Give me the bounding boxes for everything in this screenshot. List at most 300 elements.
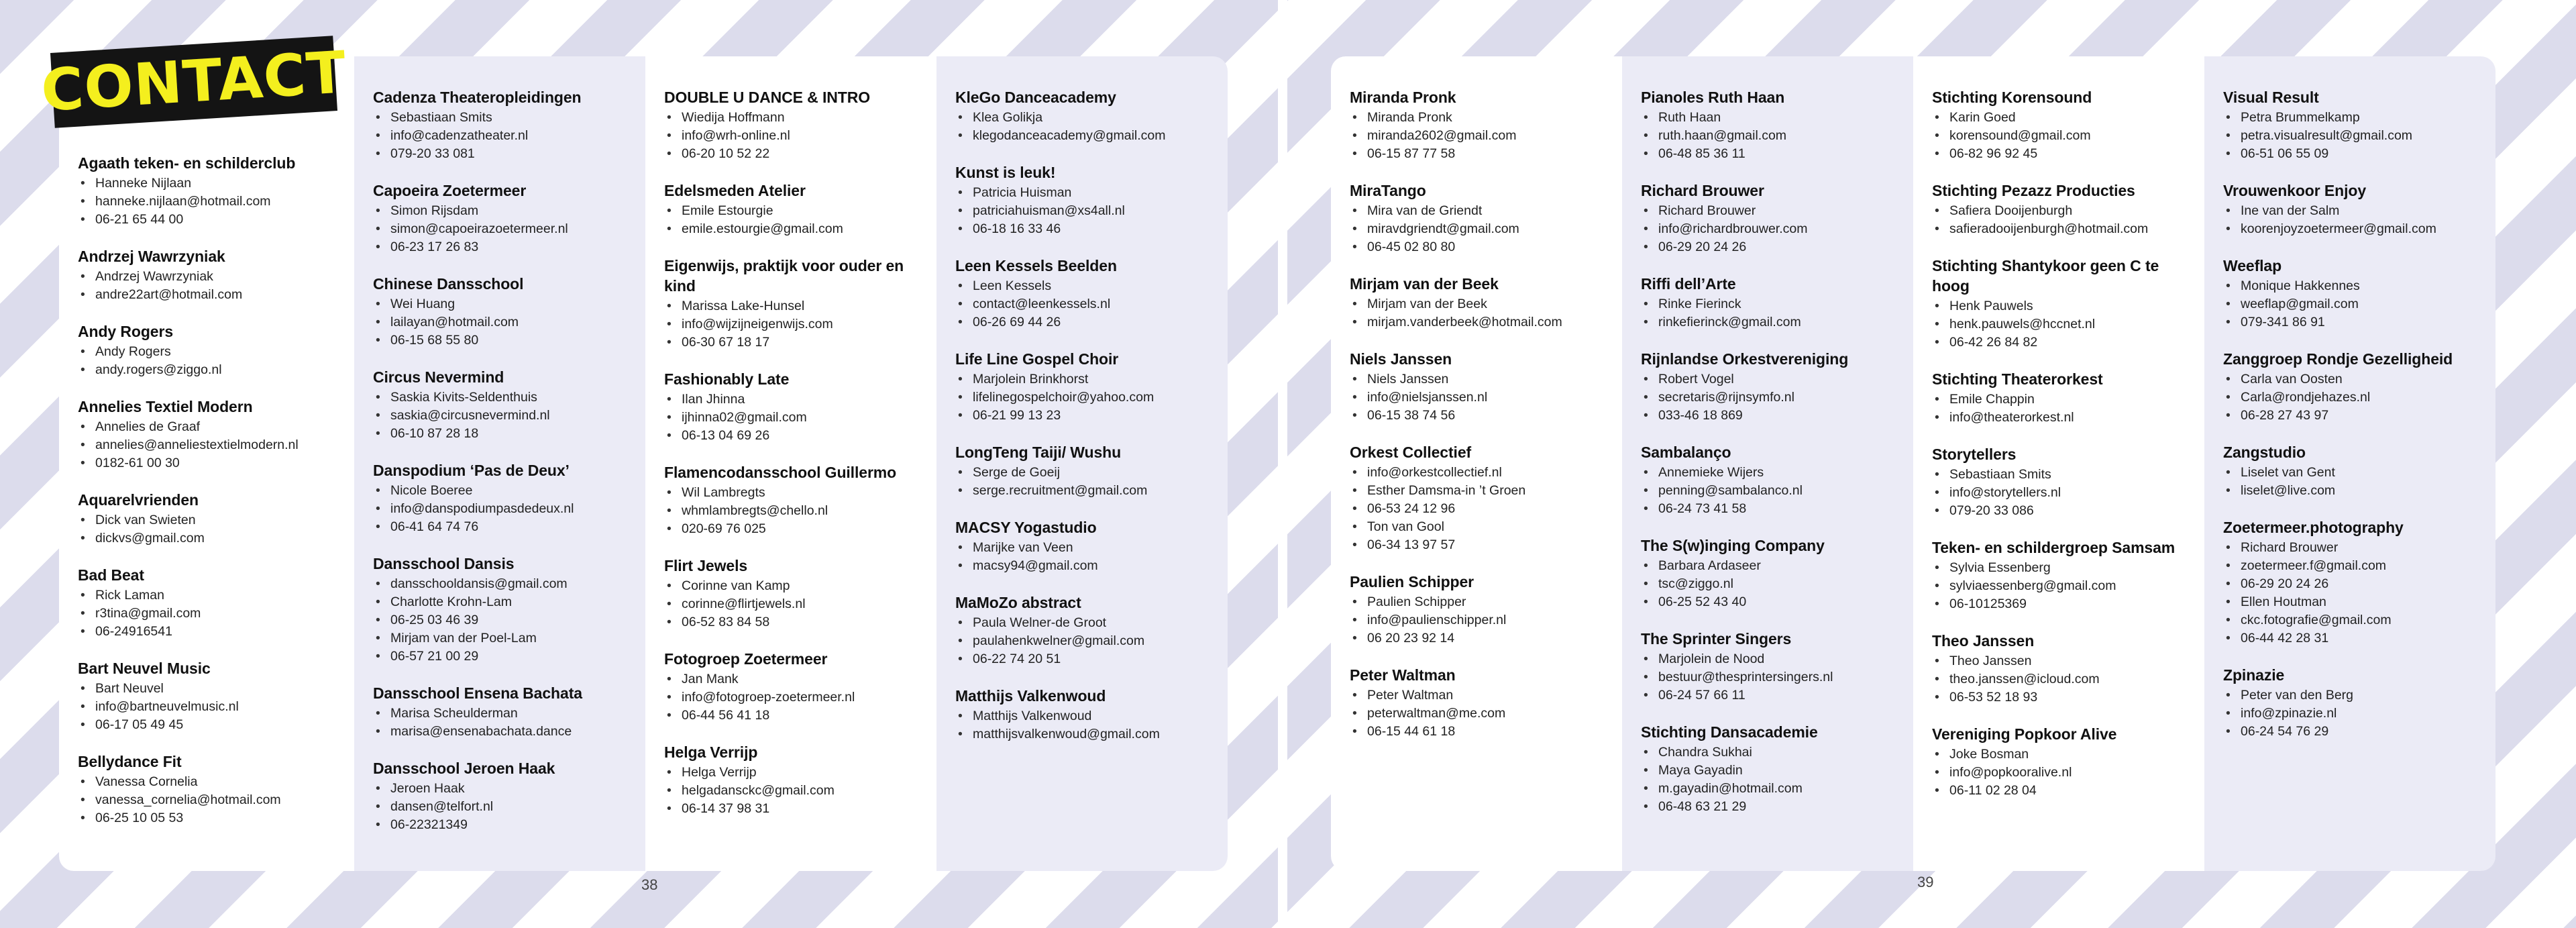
contact-detail: • 06-28 27 43 97 (2241, 407, 2483, 425)
contact-detail: • Carla van Oosten (2241, 370, 2483, 389)
contact-entry-name: Sambalanço (1641, 444, 1731, 461)
contact-detail: • 06-18 16 33 46 (973, 220, 1216, 238)
contact-entry-name: MiraTango (1350, 182, 1426, 199)
contact-details (373, 705, 633, 741)
contact-details (1932, 559, 2192, 613)
contact-entry (664, 369, 924, 445)
contact-entry (1350, 274, 1610, 331)
contact-detail: • 079-341 86 91 (2241, 313, 2483, 331)
contact-detail: • Monique Hakkennes (2241, 277, 2483, 295)
contact-entry-name: Zpinazie (2223, 666, 2285, 684)
contact-entry-name: Life Line Gospel Choir (955, 350, 1119, 368)
contact-detail: • Jeroen Haak (390, 780, 633, 798)
contact-entry-name: Stichting Korensound (1932, 89, 2092, 106)
contact-email[interactable]: • simon@capoeirazoetermeer.nl (390, 220, 633, 238)
contact-email[interactable]: • emile.estourgie@gmail.com (682, 220, 924, 238)
contact-entry (1350, 181, 1610, 256)
contact-email[interactable]: • Carla@rondjehazes.nl (2241, 389, 2483, 407)
contact-entry (373, 683, 633, 741)
contact-entry-name: Andy Rogers (78, 323, 174, 340)
contact-details (373, 780, 633, 834)
contact-detail: • Rick Laman (95, 586, 342, 605)
contact-email[interactable]: • dansen@telfort.nl (390, 798, 633, 816)
contact-detail: • 06-10125369 (1949, 595, 2192, 613)
contact-detail: • 020-69 76 025 (682, 520, 924, 538)
contact-email[interactable]: • r3tina@gmail.com (95, 605, 342, 623)
contact-details (1641, 202, 1901, 256)
contact-entry (373, 367, 633, 443)
contact-details (955, 707, 1216, 743)
contact-entry (2223, 442, 2483, 500)
contact-entry (664, 87, 924, 163)
contact-entry (664, 462, 924, 538)
contact-email[interactable]: • lifelinegospelchoir@yahoo.com (973, 389, 1216, 407)
contact-email[interactable]: • info@bartneuvelmusic.nl (95, 698, 342, 716)
contact-email[interactable]: • corinne@flirtjewels.nl (682, 595, 924, 613)
contact-details (664, 670, 924, 725)
contact-details (1641, 743, 1901, 816)
contact-detail: • 06-21 65 44 00 (95, 211, 342, 229)
contact-entry-name: Annelies Textiel Modern (78, 398, 253, 415)
contact-email[interactable]: • patriciahuisman@xs4all.nl (973, 202, 1216, 220)
contact-entry (78, 752, 342, 827)
contact-email[interactable]: • info@zpinazie.nl (2241, 705, 2483, 723)
contact-detail: • Saskia Kivits-Seldenthuis (390, 389, 633, 407)
contact-entry (1932, 369, 2192, 427)
contact-entry (664, 256, 924, 352)
contact-entry-name: Stichting Dansacademie (1641, 723, 1818, 741)
contact-email[interactable]: • contact@leenkessels.nl (973, 295, 1216, 313)
contact-details (2223, 686, 2483, 741)
contact-email[interactable]: • ijhinna02@gmail.com (682, 409, 924, 427)
contact-entry-name: Circus Nevermind (373, 368, 504, 386)
column-panel (2204, 56, 2496, 871)
contact-email[interactable]: • secretaris@rijnsymfo.nl (1658, 389, 1901, 407)
contact-details (1350, 202, 1610, 256)
contact-detail: • Marjolein de Nood (1658, 650, 1901, 668)
contact-column (664, 87, 924, 835)
contact-details (1350, 370, 1610, 425)
contact-entry-name: Rijnlandse Orkestvereniging (1641, 350, 1849, 368)
contact-email[interactable]: • henk.pauwels@hccnet.nl (1949, 315, 2192, 333)
contact-details (2223, 464, 2483, 500)
contact-detail: • 06-30 67 18 17 (682, 333, 924, 352)
contact-details (955, 277, 1216, 331)
contact-entry (2223, 349, 2483, 425)
contact-detail: • Henk Pauwels (1949, 297, 2192, 315)
contact-email[interactable]: • ruth.haan@gmail.com (1658, 127, 1901, 145)
contact-entry (373, 87, 633, 163)
contact-details (955, 109, 1216, 145)
contact-email[interactable]: • peterwaltman@me.com (1367, 705, 1610, 723)
contact-email[interactable]: • mirjam.vanderbeek@hotmail.com (1367, 313, 1610, 331)
contact-entry (1932, 181, 2192, 238)
contact-details (1932, 466, 2192, 520)
contact-detail: • 06-13 04 69 26 (682, 427, 924, 445)
contact-detail: • Hanneke Nijlaan (95, 174, 342, 193)
contact-entry (373, 758, 633, 834)
contact-email[interactable]: • andre22art@hotmail.com (95, 286, 342, 304)
contact-entry-name: MaMoZo abstract (955, 594, 1081, 611)
contact-entry-name: Miranda Pronk (1350, 89, 1456, 106)
contact-detail: • Petra Brummelkamp (2241, 109, 2483, 127)
contact-detail: • Wil Lambregts (682, 484, 924, 502)
contact-entry (1350, 442, 1610, 554)
contact-detail: • 06-29 20 24 26 (2241, 575, 2483, 593)
contact-detail: • 079-20 33 081 (390, 145, 633, 163)
contact-detail: • Theo Janssen (1949, 652, 2192, 670)
contact-entry-name: Theo Janssen (1932, 632, 2035, 650)
contact-details (2223, 370, 2483, 425)
contact-details (664, 484, 924, 538)
contact-email[interactable]: • helgadansckc@gmail.com (682, 782, 924, 800)
contact-entry (1350, 87, 1610, 163)
contact-details (373, 482, 633, 536)
contact-email[interactable]: • info@orkestcollectief.nl (1367, 464, 1610, 482)
contact-entry (1641, 442, 1901, 518)
contact-entry-name: MACSY Yogastudio (955, 519, 1097, 536)
contact-detail: • 06-15 68 55 80 (390, 331, 633, 350)
contact-details (955, 184, 1216, 238)
contact-email[interactable]: • rinkefierinck@gmail.com (1658, 313, 1901, 331)
contact-email[interactable]: • paulahenkwelner@gmail.com (973, 632, 1216, 650)
contact-entry (1932, 444, 2192, 520)
contact-detail: • Mirjam van der Beek (1367, 295, 1610, 313)
contact-details (78, 268, 342, 304)
contact-details (1350, 295, 1610, 331)
contact-entry (1641, 349, 1901, 425)
contact-detail: • 06-53 24 12 96 (1367, 500, 1610, 518)
contact-detail: • 06-17 05 49 45 (95, 716, 342, 734)
contact-detail: • Safiera Dooijenburgh (1949, 202, 2192, 220)
contact-detail: • Barbara Ardaseer (1658, 557, 1901, 575)
column-panel (1331, 56, 1622, 871)
contact-detail: • Joke Bosman (1949, 745, 2192, 764)
contact-email[interactable]: • dickvs@gmail.com (95, 529, 342, 548)
contact-entry (373, 181, 633, 256)
column-panel (936, 56, 1228, 871)
contact-email[interactable]: • marisa@ensenabachata.dance (390, 723, 633, 741)
contact-entry-name: Agaath teken- en schilderclub (78, 154, 296, 172)
contact-details (78, 418, 342, 472)
contact-entry (2223, 256, 2483, 331)
contact-entry-name: Helga Verrijp (664, 743, 758, 761)
contact-entry (664, 181, 924, 238)
contact-email[interactable]: • info@theaterorkest.nl (1949, 409, 2192, 427)
contact-email[interactable]: • sylviaessenberg@gmail.com (1949, 577, 2192, 595)
contact-detail: • Wei Huang (390, 295, 633, 313)
contact-entry (955, 592, 1216, 668)
contact-detail: • Miranda Pronk (1367, 109, 1610, 127)
contact-column (2223, 87, 2483, 758)
contact-entry-name: Weeflap (2223, 257, 2282, 274)
contact-entry (1932, 631, 2192, 707)
contact-entry-name: Vereniging Popkoor Alive (1932, 725, 2117, 743)
contact-detail: • Sebastiaan Smits (1949, 466, 2192, 484)
contact-detail: • 06-48 63 21 29 (1658, 798, 1901, 816)
contact-entry-name: Mirjam van der Beek (1350, 275, 1499, 293)
contact-entry (2223, 87, 2483, 163)
contact-email[interactable]: • klegodanceacademy@gmail.com (973, 127, 1216, 145)
contact-detail: • Karin Goed (1949, 109, 2192, 127)
contact-email[interactable]: • serge.recruitment@gmail.com (973, 482, 1216, 500)
contact-detail: • Annemieke Wijers (1658, 464, 1901, 482)
contact-entry (1932, 724, 2192, 800)
contact-detail: • 06-34 13 97 57 (1367, 536, 1610, 554)
contact-entry (78, 565, 342, 641)
contact-entry (1350, 572, 1610, 648)
contact-details (1350, 593, 1610, 648)
contact-email[interactable]: • korensound@gmail.com (1949, 127, 2192, 145)
contact-details (1932, 202, 2192, 238)
contact-email[interactable]: • info@popkooralive.nl (1949, 764, 2192, 782)
contact-detail: • Patricia Huisman (973, 184, 1216, 202)
contact-entry-name: Paulien Schipper (1350, 573, 1474, 590)
contact-entry (1350, 665, 1610, 741)
contact-entry-name: Vrouwenkoor Enjoy (2223, 182, 2367, 199)
contact-email[interactable]: • info@cadenzatheater.nl (390, 127, 633, 145)
contact-email[interactable]: • andy.rogers@ziggo.nl (95, 361, 342, 379)
contact-entry-name: Cadenza Theateropleidingen (373, 89, 582, 106)
contact-entry-name: Riffi dell’Arte (1641, 275, 1736, 293)
contact-email[interactable]: • penning@sambalanco.nl (1658, 482, 1901, 500)
contact-details (664, 109, 924, 163)
contact-detail: • Marissa Lake-Hunsel (682, 297, 924, 315)
contact-detail: • 06-48 85 36 11 (1658, 145, 1901, 163)
contact-details (664, 202, 924, 238)
contact-entry-name: Dansschool Ensena Bachata (373, 684, 582, 702)
contact-email[interactable]: • dansschooldansis@gmail.com (390, 575, 633, 593)
contact-detail: • 06-26 69 44 26 (973, 313, 1216, 331)
contact-detail: • 06-29 20 24 26 (1658, 238, 1901, 256)
contact-entry-name: Danspodium ‘Pas de Deux’ (373, 462, 570, 479)
contact-entry-name: Stichting Shantykoor geen C te hoog (1932, 257, 2159, 295)
contact-detail: • Maya Gayadin (1658, 762, 1901, 780)
contact-entry-name: Fotogroep Zoetermeer (664, 650, 828, 668)
contact-detail: • 0182-61 00 30 (95, 454, 342, 472)
contact-detail: • Chandra Sukhai (1658, 743, 1901, 762)
contact-email[interactable]: • weeflap@gmail.com (2241, 295, 2483, 313)
contact-detail: • Ilan Jhinna (682, 391, 924, 409)
contact-entry-name: Capoeira Zoetermeer (373, 182, 527, 199)
contact-entry (78, 658, 342, 734)
contact-email[interactable]: • hanneke.nijlaan@hotmail.com (95, 193, 342, 211)
contact-column (955, 87, 1216, 761)
contact-detail: • Emile Chappin (1949, 391, 2192, 409)
contact-entry-name: Orkest Collectief (1350, 444, 1472, 461)
contact-detail: • 06-42 26 84 82 (1949, 333, 2192, 352)
contact-entry (373, 274, 633, 350)
contact-detail: • Sebastiaan Smits (390, 109, 633, 127)
contact-entry-name: Stichting Pezazz Producties (1932, 182, 2135, 199)
contact-entry (78, 490, 342, 548)
contact-detail: • Ellen Houtman (2241, 593, 2483, 611)
contact-detail: • 06-44 42 28 31 (2241, 629, 2483, 648)
contact-column (1641, 87, 1901, 833)
contact-email[interactable]: • bestuur@thesprintersingers.nl (1658, 668, 1901, 686)
contact-email[interactable]: • info@richardbrouwer.com (1658, 220, 1901, 238)
contact-detail: • Emile Estourgie (682, 202, 924, 220)
contact-entry-name: Bart Neuvel Music (78, 660, 211, 677)
contact-details (2223, 539, 2483, 648)
contact-entry (373, 460, 633, 536)
contact-email[interactable]: • ckc.fotografie@gmail.com (2241, 611, 2483, 629)
contact-details (1932, 109, 2192, 163)
contact-details (1641, 109, 1901, 163)
contact-entry-name: Chinese Dansschool (373, 275, 524, 293)
contact-entry-name: The Sprinter Singers (1641, 630, 1792, 648)
contact-detail: • Richard Brouwer (2241, 539, 2483, 557)
contact-details (1641, 370, 1901, 425)
contact-entry-name: Teken- en schildergroep Samsam (1932, 539, 2176, 556)
contact-entry-name: Stichting Theaterorkest (1932, 370, 2103, 388)
contact-detail: • 06-14 37 98 31 (682, 800, 924, 818)
contact-detail: • Charlotte Krohn-Lam (390, 593, 633, 611)
contact-entry (1641, 274, 1901, 331)
contact-detail: • 06-25 10 05 53 (95, 809, 342, 827)
contact-email[interactable]: • theo.janssen@icloud.com (1949, 670, 2192, 688)
contact-details (78, 773, 342, 827)
contact-details (664, 764, 924, 818)
contact-email[interactable]: • info@paulienschipper.nl (1367, 611, 1610, 629)
contact-detail: • Paulien Schipper (1367, 593, 1610, 611)
contact-detail: • Dick van Swieten (95, 511, 342, 529)
contact-details (373, 295, 633, 350)
contact-entry-name: Storytellers (1932, 446, 2017, 463)
contact-email[interactable]: • safieradooijenburgh@hotmail.com (1949, 220, 2192, 238)
contact-detail: • Jan Mank (682, 670, 924, 688)
contact-email[interactable]: • miravdgriendt@gmail.com (1367, 220, 1610, 238)
contact-details (373, 202, 633, 256)
contact-entry-name: Andrzej Wawrzyniak (78, 248, 225, 265)
contact-entry (1641, 87, 1901, 163)
contact-detail: • 06-11 02 28 04 (1949, 782, 2192, 800)
contact-entry (955, 686, 1216, 743)
contact-detail: • Andy Rogers (95, 343, 342, 361)
contact-detail: • 06-25 52 43 40 (1658, 593, 1901, 611)
contact-entry (664, 556, 924, 631)
contact-detail: • Klea Golikja (973, 109, 1216, 127)
contact-details (1350, 686, 1610, 741)
contact-entry-name: Edelsmeden Atelier (664, 182, 806, 199)
contact-email[interactable]: • m.gayadin@hotmail.com (1658, 780, 1901, 798)
contact-entry-name: Richard Brouwer (1641, 182, 1764, 199)
contact-entry-name: Bellydance Fit (78, 753, 182, 770)
contact-email[interactable]: • info@wrh-online.nl (682, 127, 924, 145)
contact-email[interactable]: • miranda2602@gmail.com (1367, 127, 1610, 145)
contact-details (1641, 464, 1901, 518)
contact-email[interactable]: • info@storytellers.nl (1949, 484, 2192, 502)
contact-detail: • 06-24 54 76 29 (2241, 723, 2483, 741)
contact-email[interactable]: • lailayan@hotmail.com (390, 313, 633, 331)
contact-email[interactable]: • petra.visualresult@gmail.com (2241, 127, 2483, 145)
contact-email[interactable]: • info@nielsjanssen.nl (1367, 389, 1610, 407)
contact-entry (2223, 517, 2483, 648)
contact-entry-name: Zoetermeer.photography (2223, 519, 2404, 536)
contact-detail: • Robert Vogel (1658, 370, 1901, 389)
contact-detail: • 06-21 99 13 23 (973, 407, 1216, 425)
contact-entry-name: Peter Waltman (1350, 666, 1456, 684)
contact-email[interactable]: • vanessa_cornelia@hotmail.com (95, 791, 342, 809)
contact-detail: • Mira van de Griendt (1367, 202, 1610, 220)
contact-entry (664, 649, 924, 725)
contact-email[interactable]: • koorenjoyzoetermeer@gmail.com (2241, 220, 2483, 238)
contact-entry (78, 153, 342, 229)
contact-entry-name: Niels Janssen (1350, 350, 1452, 368)
contact-detail: • 079-20 33 086 (1949, 502, 2192, 520)
contact-entry (955, 442, 1216, 500)
contact-entry (955, 87, 1216, 145)
contact-detail: • Richard Brouwer (1658, 202, 1901, 220)
contact-email[interactable]: • info@wijzijneigenwijs.com (682, 315, 924, 333)
contact-email[interactable]: • tsc@ziggo.nl (1658, 575, 1901, 593)
contact-details (78, 343, 342, 379)
contact-detail: • 06-57 21 00 29 (390, 648, 633, 666)
contact-entry-name: Aquarelvrienden (78, 491, 199, 509)
contact-entry (1641, 535, 1901, 611)
contact-title: CONTACT (39, 39, 349, 125)
contact-entry (955, 256, 1216, 331)
page-38 (59, 56, 1228, 871)
spread-gutter (1278, 0, 1287, 928)
contact-email[interactable]: • whmlambregts@chello.nl (682, 502, 924, 520)
contact-detail: • 06 20 23 92 14 (1367, 629, 1610, 648)
contact-detail: • Peter Waltman (1367, 686, 1610, 705)
contact-detail: • Sylvia Essenberg (1949, 559, 2192, 577)
contact-details (1350, 109, 1610, 163)
contact-entry-name: Leen Kessels Beelden (955, 257, 1117, 274)
contact-details (78, 511, 342, 548)
contact-details (664, 297, 924, 352)
contact-entry (78, 246, 342, 304)
column-panel (1622, 56, 1913, 871)
contact-entry (1350, 349, 1610, 425)
contact-detail: • Marisa Scheulderman (390, 705, 633, 723)
contact-entry-name: Visual Result (2223, 89, 2319, 106)
contact-email[interactable]: • info@danspodiumpasdedeux.nl (390, 500, 633, 518)
contact-email[interactable]: • matthijsvalkenwoud@gmail.com (973, 725, 1216, 743)
contact-email[interactable]: • zoetermeer.f@gmail.com (2241, 557, 2483, 575)
page-number-left: 38 (641, 876, 658, 893)
contact-email[interactable]: • liselet@live.com (2241, 482, 2483, 500)
contact-column (1350, 87, 1610, 758)
contact-details (2223, 202, 2483, 238)
contact-detail: • Serge de Goeij (973, 464, 1216, 482)
contact-details (1641, 650, 1901, 705)
column-panel (1913, 56, 2204, 871)
contact-detail: • 06-15 87 77 58 (1367, 145, 1610, 163)
contact-details (78, 586, 342, 641)
contact-entry (1932, 87, 2192, 163)
contact-entry-name: Zangstudio (2223, 444, 2306, 461)
column-panel (354, 56, 645, 871)
contact-detail: • Andrzej Wawrzyniak (95, 268, 342, 286)
contact-email[interactable]: • annelies@anneliestextielmodern.nl (95, 436, 342, 454)
contact-details (1932, 745, 2192, 800)
contact-entry-name: Kunst is leuk! (955, 164, 1056, 181)
contact-email[interactable]: • info@fotogroep-zoetermeer.nl (682, 688, 924, 707)
contact-email[interactable]: • saskia@circusnevermind.nl (390, 407, 633, 425)
contact-detail: • 06-15 38 74 56 (1367, 407, 1610, 425)
contact-email[interactable]: • macsy94@gmail.com (973, 557, 1216, 575)
contact-details (1932, 391, 2192, 427)
contact-detail: • Marjolein Brinkhorst (973, 370, 1216, 389)
page-number-right: 39 (1917, 874, 1934, 890)
contact-details (955, 464, 1216, 500)
contact-detail: • 06-20 10 52 22 (682, 145, 924, 163)
contact-details (373, 389, 633, 443)
contact-entry (1641, 722, 1901, 816)
